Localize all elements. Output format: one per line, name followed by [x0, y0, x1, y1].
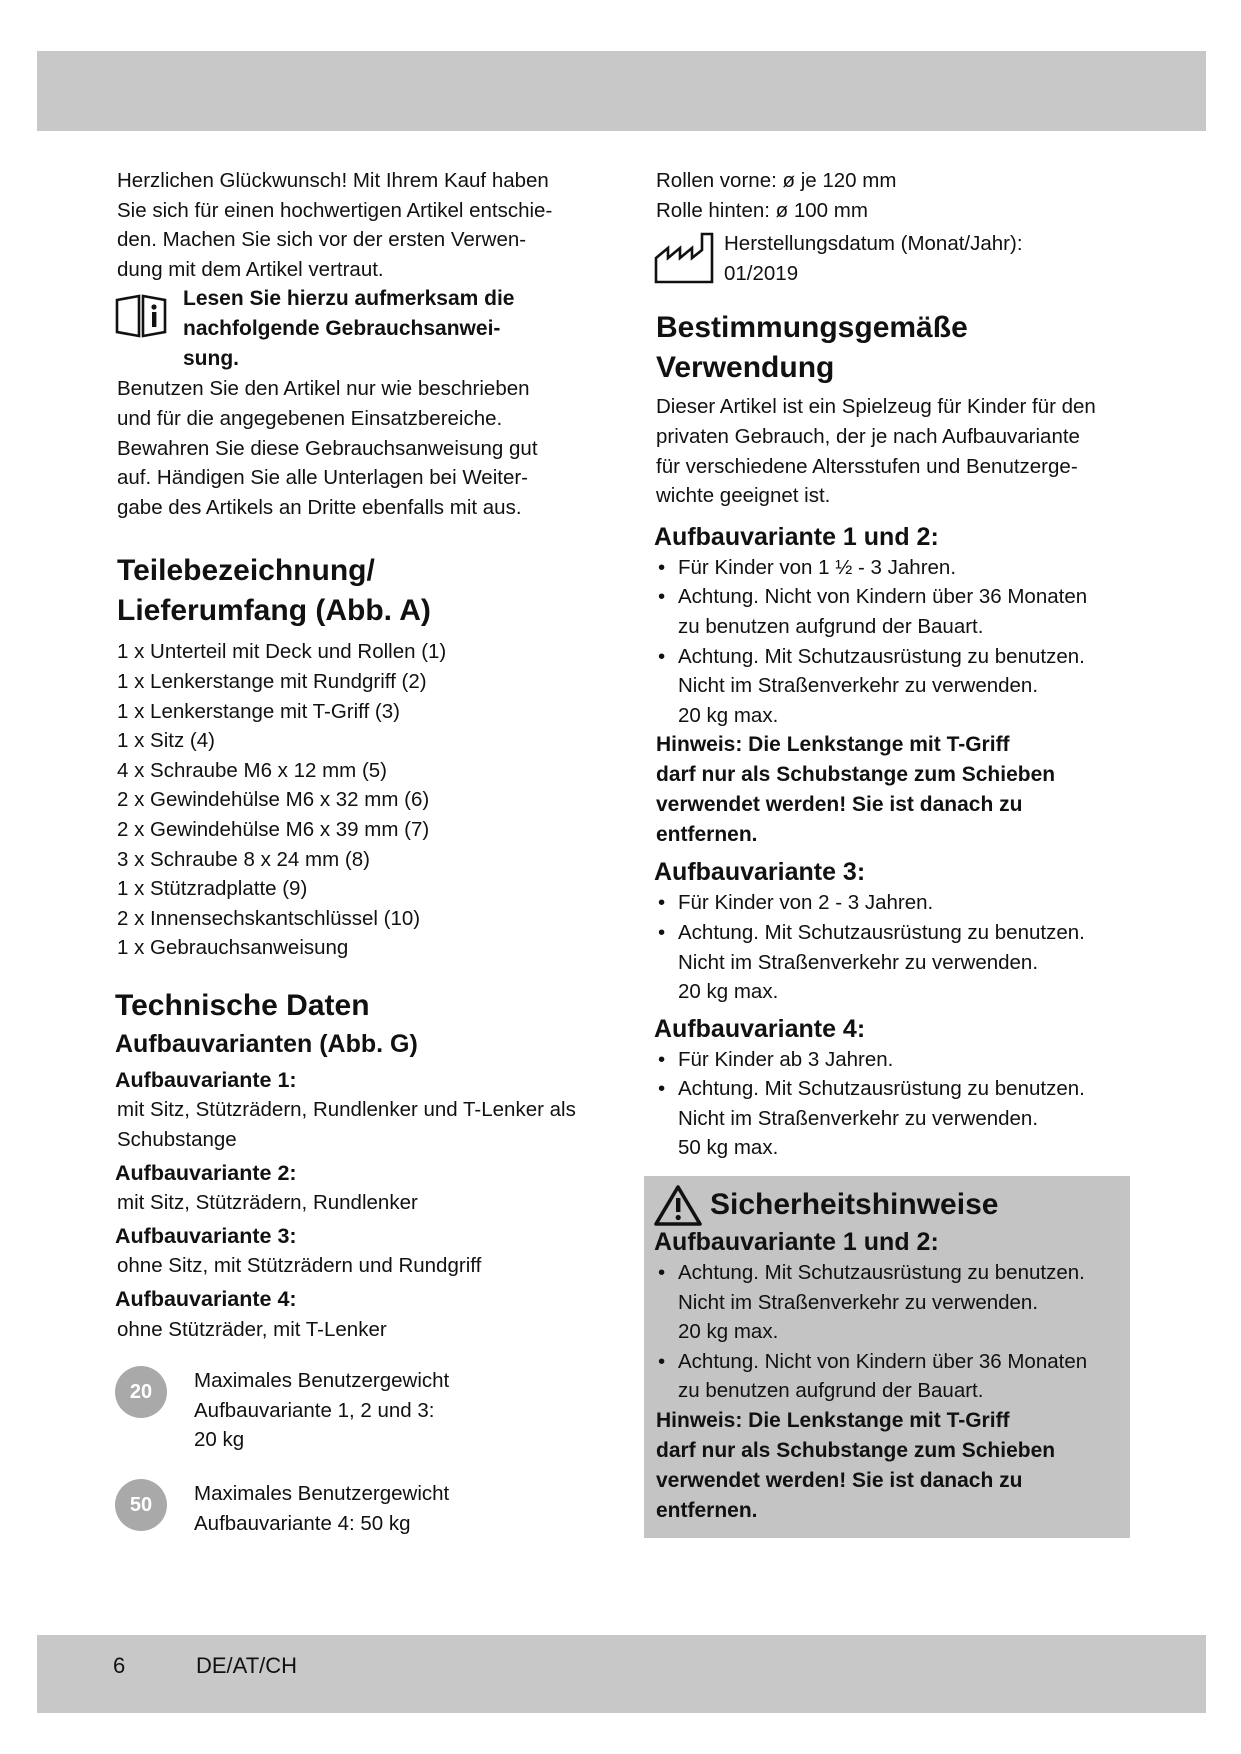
wheel-specs: Rollen vorne: ø je 120 mm Rolle hinten: ø 100 mm — [656, 169, 897, 222]
variant-block: Aufbauvariante 1: mit Sitz, Stützrädern, Rundlenker und T-Lenker als Schubstange — [115, 1066, 615, 1155]
intro-paragraph: Herzlichen Glückwunsch! Mit Ihrem Kauf haben Sie sich für einen hochwertigen Artikel entschie- den. Machen Sie sich vor der ersten Verwen- dung mit dem Artikel vertraut. — [117, 169, 553, 281]
list-item: 1 x Lenkerstange mit Rundgriff (2) — [117, 669, 427, 693]
safety-heading: Sicherheitshinweise — [654, 1184, 1120, 1226]
safety-list — [654, 1258, 1120, 1406]
variant-title: Aufbauvariante 1: — [115, 1067, 297, 1092]
list-item: 2 x Gewindehülse M6 x 32 mm (6) — [117, 788, 430, 812]
usage-paragraph: Benutzen Sie den Artikel nur wie beschrieben und für die angegebenen Einsatzbereiche. Bewahren Sie diese Gebrauchsanweisung gut auf. Händigen Sie alle Unterlagen bei Weiter- gabe des Artikels an Dritte ebenfalls mit aus. — [117, 377, 538, 519]
list-item: • Für Kinder ab 3 Jahren. — [654, 1045, 1134, 1075]
list-item: • Achtung. Nicht von Kindern über 36 Monaten zu benutzen aufgrund der Bauart. — [654, 1347, 1120, 1406]
list-item: • Für Kinder von 1 ½ - 3 Jahren. — [654, 553, 1134, 583]
max-weight-info: 50 Maximales Benutzergewicht Aufbauvariante 4: 50 kg — [115, 1479, 615, 1538]
list-item: 2 x Innensechskantschlüssel (10) — [117, 906, 421, 930]
list-item: 1 x Lenkerstange mit T-Griff (3) — [117, 699, 400, 723]
list-item: 3 x Schraube 8 x 24 mm (8) — [117, 847, 370, 871]
safety-notes-box — [644, 1176, 1130, 1538]
purpose-heading: Bestimmungsgemäße Verwendung — [656, 311, 968, 385]
tech-heading: Technische Daten — [115, 988, 370, 1022]
open-book-info-icon — [115, 290, 167, 342]
tip-line: nachfolgende Gebrauchsanwei- — [183, 317, 501, 341]
variant-block: Aufbauvariante 4: ohne Stützräder, mit T-Lenker — [115, 1285, 615, 1344]
factory-icon — [654, 232, 718, 284]
list-item: 1 x Stützradplatte (9) — [117, 877, 308, 901]
list-item: • Für Kinder von 2 - 3 Jahren. — [654, 888, 1134, 918]
variant-3-title: Aufbauvariante 3: — [654, 858, 866, 887]
variant-title: Aufbauvariante 3: — [115, 1223, 297, 1248]
tip-line: Lesen Sie hierzu aufmerksam die — [183, 287, 515, 311]
weight-20kg-icon: 20 — [115, 1366, 167, 1418]
max-weight-info: 20 Maximales Benutzergewicht Aufbauvariante 1, 2 und 3: 20 kg — [115, 1366, 615, 1455]
variant-block: Aufbauvariante 2: mit Sitz, Stützrädern, Rundlenker — [115, 1159, 615, 1218]
variant-title: Aufbauvariante 2: — [115, 1160, 297, 1185]
list-item: 1 x Sitz (4) — [117, 729, 215, 753]
tech-subheading: Aufbauvarianten (Abb. G) — [115, 1029, 418, 1058]
variant-3-list — [654, 888, 1134, 1006]
parts-heading: Teilebezeichnung/ Lieferumfang (Abb. A) — [117, 554, 431, 628]
page-number: 6 — [113, 1653, 126, 1678]
variant-block: Aufbauvariante 3: ohne Sitz, mit Stützrädern und Rundgriff — [115, 1222, 615, 1281]
list-item: 2 x Gewindehülse M6 x 39 mm (7) — [117, 817, 430, 841]
variant-1-2-title: Aufbauvariante 1 und 2: — [654, 522, 939, 551]
list-item: 1 x Gebrauchsanweisung — [117, 936, 349, 960]
left-column — [115, 166, 615, 1538]
right-column — [654, 166, 1134, 1163]
safety-subtitle: Aufbauvariante 1 und 2: — [654, 1228, 939, 1256]
list-item: • Achtung. Mit Schutzausrüstung zu benutzen. Nicht im Straßenverkehr zu verwenden. 20 kg max. — [654, 1258, 1120, 1347]
list-item: 4 x Schraube M6 x 12 mm (5) — [117, 758, 388, 782]
list-item: • Achtung. Nicht von Kindern über 36 Monaten zu benutzen aufgrund der Bauart. — [654, 582, 1134, 641]
manufacturing-date: Herstellungsdatum (Monat/Jahr): 01/2019 — [654, 229, 1134, 288]
hint-t-handle: Hinweis: Die Lenkstange mit T-Griff darf nur als Schubstange zum Schieben verwendet werden! Sie ist danach zu entfernen. — [656, 733, 1056, 847]
weight-50kg-icon: 50 — [115, 1479, 167, 1531]
read-manual-tip — [115, 284, 615, 374]
safety-hint: Hinweis: Die Lenkstange mit T-Griff darf nur als Schubstange zum Schieben verwendet werden! Sie ist danach zu entfernen. — [656, 1408, 1056, 1522]
country-code: DE/AT/CH — [196, 1653, 298, 1678]
list-item: • Achtung. Mit Schutzausrüstung zu benutzen. Nicht im Straßenverkehr zu verwenden. 20 kg max. — [654, 642, 1134, 731]
variant-4-list — [654, 1045, 1134, 1163]
parts-list — [115, 637, 615, 963]
variant-4-title: Aufbauvariante 4: — [654, 1014, 866, 1043]
list-item: • Achtung. Mit Schutzausrüstung zu benutzen. Nicht im Straßenverkehr zu verwenden. 20 kg max. — [654, 918, 1134, 1007]
variant-1-2-list — [654, 553, 1134, 731]
warning-triangle-icon — [654, 1184, 702, 1226]
variant-title: Aufbauvariante 4: — [115, 1287, 297, 1312]
header-band — [37, 51, 1206, 131]
list-item: 1 x Unterteil mit Deck und Rollen (1) — [117, 640, 447, 664]
list-item: • Achtung. Mit Schutzausrüstung zu benutzen. Nicht im Straßenverkehr zu verwenden. 50 kg max. — [654, 1074, 1134, 1163]
purpose-text: Dieser Artikel ist ein Spielzeug für Kinder für den privaten Gebrauch, der je nach Aufbauvariante für verschiedene Altersstufen und Benutzerge- wichte geeignet ist. — [656, 395, 1096, 508]
tip-line: sung. — [183, 347, 239, 371]
